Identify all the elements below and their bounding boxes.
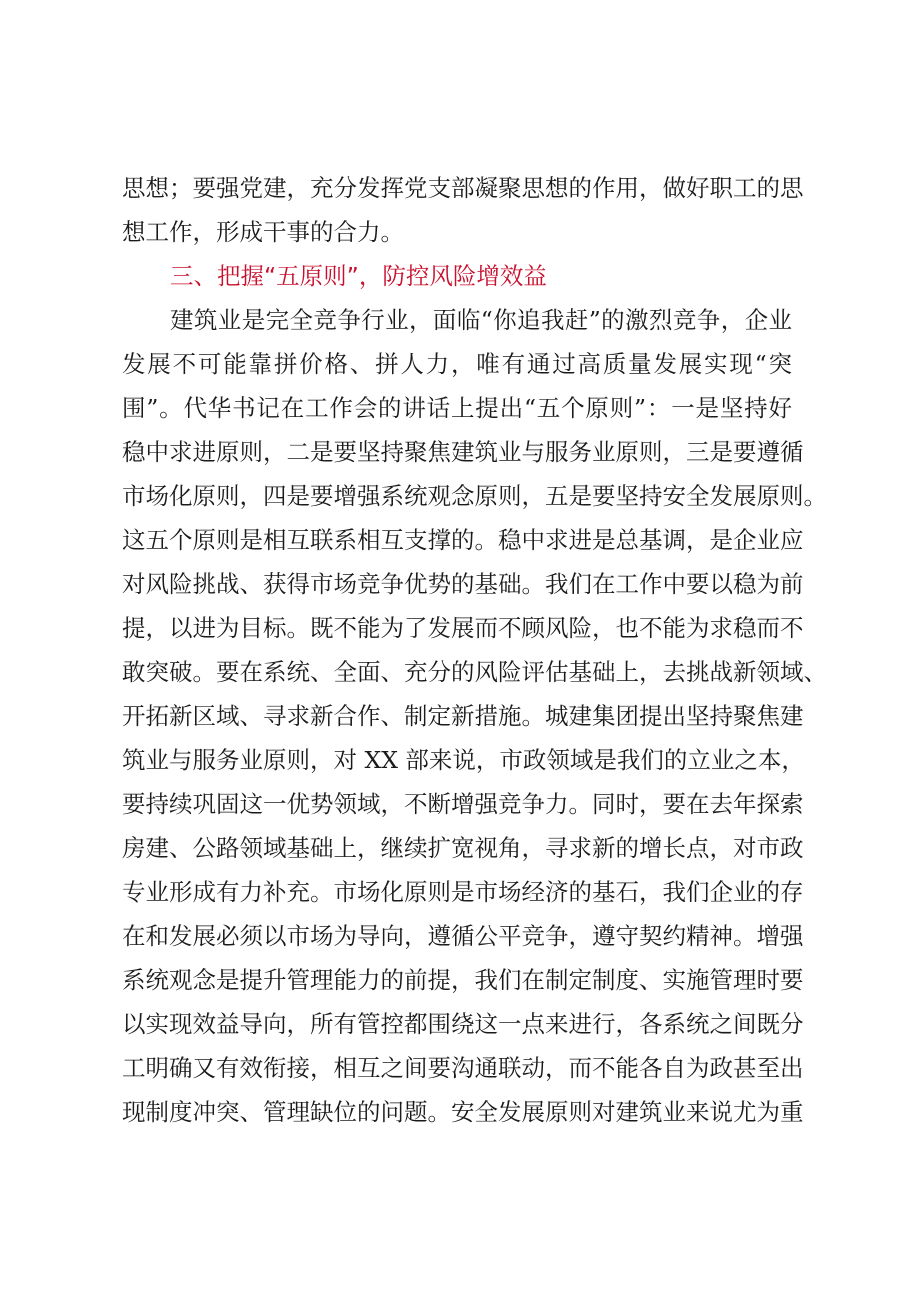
- para2-line-10: 开拓新区域、寻求新合作、制定新措施。城建集团提出坚持聚焦建: [122, 702, 804, 730]
- para2-line-1: 建筑业是完全竞争行业，面临“你追我赶”的激烈竞争，企业: [170, 306, 792, 334]
- para2-line-14: 专业形成有力补充。市场化原则是市场经济的基石，我们企业的存: [122, 878, 804, 906]
- para2-line-7: 对风险挑战、获得市场竞争优势的基础。我们在工作中要以稳为前: [122, 570, 804, 598]
- para1-line-1: 思想；要强党建，充分发挥党支部凝聚思想的作用，做好职工的思: [122, 174, 804, 202]
- para2-line-17: 以实现效益导向，所有管控都围绕这一点来进行，各系统之间既分: [122, 1010, 804, 1038]
- para2-line-19: 现制度冲突、管理缺位的问题。安全发展原则对建筑业来说尤为重: [122, 1098, 804, 1126]
- section-heading: 三、把握“五原则”，防控风险增效益: [170, 262, 547, 290]
- para2-line-4: 稳中求进原则，二是要坚持聚焦建筑业与服务业原则，三是要遵循: [122, 438, 804, 466]
- para2-line-2: 发展不可能靠拼价格、拼人力，唯有通过高质量发展实现“突: [122, 350, 792, 378]
- para2-line-3: 围”。代华书记在工作会的讲话上提出“五个原则”：一是坚持好: [122, 394, 792, 422]
- para2-line-11: 筑业与服务业原则，对 XX 部来说，市政领域是我们的立业之本，: [122, 746, 805, 774]
- para2-line-6: 这五个原则是相互联系相互支撑的。稳中求进是总基调，是企业应: [122, 526, 804, 554]
- para2-line-18: 工明确又有效衔接，相互之间要沟通联动，而不能各自为政甚至出: [122, 1054, 804, 1082]
- para2-line-15: 在和发展必须以市场为导向，遵循公平竞争，遵守契约精神。增强: [122, 922, 804, 950]
- para2-line-13: 房建、公路领域基础上，继续扩宽视角，寻求新的增长点，对市政: [122, 834, 804, 862]
- para2-line-8: 提，以进为目标。既不能为了发展而不顾风险，也不能为求稳而不: [122, 614, 804, 642]
- para1-line-2: 想工作，形成干事的合力。: [122, 218, 404, 246]
- para2-line-5: 市场化原则，四是要增强系统观念原则，五是要坚持安全发展原则。: [122, 482, 827, 510]
- para2-line-12: 要持续巩固这一优势领域，不断增强竞争力。同时，要在去年探索: [122, 790, 804, 818]
- para2-line-9: 敢突破。要在系统、全面、充分的风险评估基础上，去挑战新领域、: [122, 658, 827, 686]
- para2-line-16: 系统观念是提升管理能力的前提，我们在制定制度、实施管理时要: [122, 966, 804, 994]
